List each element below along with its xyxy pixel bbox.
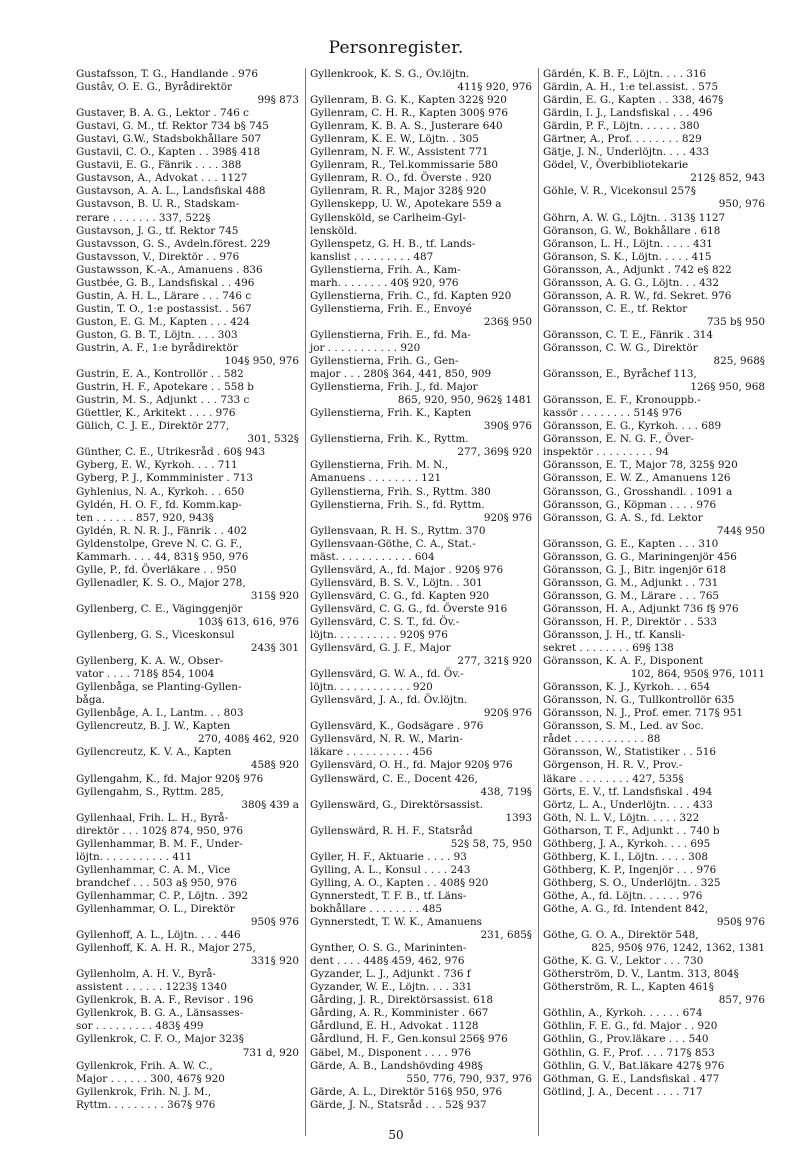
register-entry: Gyllensvärd, A., fd. Major . 920§ 976 — [310, 563, 504, 576]
register-entry: Gyllenkrok, C. F. O., Major 323§ — [76, 1033, 244, 1046]
register-entry: Gyhlenius, N. A., Kyrkoh. . . 650 — [76, 485, 245, 498]
register-entry: Gärde, A. L., Direktör 516§ 950, 976 — [310, 1085, 503, 1098]
register-entry: direktör . . . 102§ 874, 950, 976 — [76, 824, 243, 837]
register-entry: Göransson, A., Adjunkt . 742 e§ 822 — [543, 263, 732, 276]
register-entry: Görgenson, H. R. V., Prov.- — [543, 759, 683, 772]
register-column-1 — [72, 68, 305, 1136]
register-entry: Göranson, S. K., Löjtn. . . . . 415 — [543, 250, 712, 263]
register-entry: Gyllenswärd, C. E., Docent 426, — [310, 772, 478, 785]
register-entry: 231, 685§ — [480, 929, 532, 942]
register-entry: Göransson, G., Grosshandl. . 1091 a — [543, 485, 733, 498]
register-entry: Gyllenhammar, B. M. F., Under- — [76, 837, 243, 850]
register-entry: Gyllensvärd, B. S. V., Löjtn. . 301 — [310, 576, 483, 589]
register-entry: Gustâv, O. E. G., Byrådirektör — [76, 81, 232, 94]
register-entry: Göthlin, G. F., Prof. . . . 717§ 853 — [543, 1046, 715, 1059]
register-entry: Gyllenram, R. O., fd. Överste . 920 — [310, 172, 492, 185]
register-entry: Gustavson, J. G., tf. Rektor 745 — [76, 224, 239, 237]
register-entry: Gärdén, K. B. F., Löjtn. . . . 316 — [543, 68, 707, 80]
register-entry: Major . . . . . . 300, 467§ 920 — [76, 1072, 225, 1085]
register-entry: Göransson, N. G., Tullkontrollör 635 — [543, 694, 735, 707]
register-entry: Göransson, K. J., Kyrkoh. . . 654 — [543, 681, 711, 694]
register-entry: Göransson, H. A., Adjunkt 736 f§ 976 — [543, 602, 739, 615]
register-entry: Gärdin, P. F., Löjtn. . . . . . 380 — [543, 120, 700, 133]
register-entry: Gyllenram, K. E. W., Löjtn. . 305 — [310, 133, 479, 146]
register-entry: 857, 976 — [718, 994, 765, 1007]
register-entry: Gyllencreutz, K. V. A., Kapten — [76, 746, 232, 759]
register-entry: Göranson, G. W., Bokhållare . 618 — [543, 224, 721, 237]
register-entry: Gustavsson, V., Direktör . . 976 — [76, 250, 240, 263]
register-entry: Gyllenstierna, Frih. K., Ryttm. — [310, 433, 469, 446]
register-entry: Gyllenholm, A. H. V., Byrå- — [76, 968, 216, 981]
register-entry: Göranson, L. H., Löjtn. . . . . 431 — [543, 237, 713, 250]
register-entry: 103§ 613, 616, 976 — [197, 615, 299, 628]
register-entry: Göthlin, G. V., Bat.läkare 427§ 976 — [543, 1059, 725, 1072]
register-entry: Göransson, C. T. E., Fänrik . 314 — [543, 328, 714, 341]
register-entry: Gyllensvärd, J. A., fd. Öv.löjtn. — [310, 694, 468, 707]
register-entry: Götherström, D. V., Lantm. 313, 804§ — [543, 968, 739, 981]
register-entry: 1393 — [505, 811, 532, 824]
page-number: 50 — [388, 1128, 404, 1142]
register-entry: Göransson, G. M., Lärare . . . 765 — [543, 589, 720, 602]
register-entry: 438, 719§ — [480, 785, 532, 798]
register-entry: 52§ 58, 75, 950 — [450, 837, 532, 850]
register-entry: Göthberg, K. P., Ingenjör . . . 976 — [543, 863, 717, 876]
register-entry: Göransson, G. J., Bitr. ingenjör 618 — [543, 563, 727, 576]
register-entry: Göransson, C. E., tf. Rektor — [543, 302, 688, 315]
register-entry: Göransson, H. P., Direktör . . 533 — [543, 615, 717, 628]
register-entry: sor . . . . . . . . . 483§ 499 — [76, 1020, 204, 1033]
register-entry: Göransson, A. R. W., fd. Sekret. 976 — [543, 289, 732, 302]
register-entry: 380§ 439 a — [241, 798, 299, 811]
register-entry: Gyllensvaan, R. H. S., Ryttm. 370 — [310, 524, 486, 537]
register-entry: Göransson, E. G., Kyrkoh. . . . 689 — [543, 420, 722, 433]
register-entry: lensköld. — [310, 224, 358, 237]
register-entry: 331§ 920 — [250, 955, 299, 968]
register-entry: Gyllensvärd, K., Godsägare . 976 — [310, 720, 484, 733]
register-entry: 825, 950§ 976, 1242, 1362, 1381 — [591, 942, 765, 955]
register-entry: Gyllenstierna, Frih. E., fd. Ma- — [310, 328, 471, 341]
register-entry: marh. . . . . . . . 40§ 920, 976 — [310, 276, 459, 289]
register-entry: 277, 321§ 920 — [457, 655, 532, 668]
register-entry: Gyller, H. F., Aktuarie . . . . 93 — [310, 850, 467, 863]
register-entry: Göransson, E., Byråchef 113, — [543, 368, 697, 381]
register-entry: 102, 864, 950§ 976, 1011 — [630, 668, 765, 681]
register-entry: Gustin, T. O., 1:e postassist. . 567 — [76, 302, 252, 315]
register-entry: löjtn. . . . . . . . . . . . 920 — [310, 681, 433, 694]
register-entry: Gustafsson, T. G., Handlande . 976 — [76, 68, 258, 80]
register-entry: Göransson, E. F., Kronouppb.- — [543, 394, 701, 407]
register-entry: Gustavsson, G. S., Avdeln.förest. 229 — [76, 237, 271, 250]
register-entry: Gyllenkrook, K. S. G., Öv.löjtn. — [310, 68, 470, 80]
register-entry: Göransson, G. E., Kapten . . . 310 — [543, 537, 719, 550]
register-entry: Gyllenswärd, G., Direktörsassist. — [310, 798, 483, 811]
register-entry: 744§ 950 — [716, 524, 765, 537]
register-entry: Göhrn, A. W. G., Löjtn. . 313§ 1127 — [543, 211, 726, 224]
register-entry: Gynnerstedt, T. W. K., Amanuens — [310, 916, 483, 929]
register-entry: 315§ 920 — [250, 589, 299, 602]
register-entry: Göthlin, F. E. G., fd. Major . . 920 — [543, 1020, 718, 1033]
register-entry: Göthberg, K. I., Löjtn. . . . . 308 — [543, 850, 708, 863]
register-entry: Gyllensvaan-Göthe, C. A., Stat.- — [310, 537, 476, 550]
register-entry: Gyllenhammar, C. A. M., Vice — [76, 863, 231, 876]
register-entry: läkare . . . . . . . . 427, 535§ — [543, 772, 684, 785]
register-entry: 99§ 873 — [257, 94, 299, 107]
register-entry: Gyllenram, R. R., Major 328§ 920 — [310, 185, 487, 198]
register-entry: Günther, C. E., Utrikesråd . 60§ 943 — [76, 446, 266, 459]
register-entry: Guston, E. G. M., Kapten . . . 424 — [76, 315, 250, 328]
register-entry: Gyllenram, C. H. R., Kapten 300§ 976 — [310, 107, 508, 120]
register-entry: Gülich, C. J. E., Direktör 277, — [76, 420, 230, 433]
register-entry: kanslist . . . . . . . . . 487 — [310, 250, 434, 263]
register-entry: 277, 369§ 920 — [457, 446, 532, 459]
register-entry: Göthlin, A., Kyrkoh. . . . . . 674 — [543, 1007, 703, 1020]
register-entry: 731 d, 920 — [242, 1046, 299, 1059]
register-entry: Gärdin, A. H., 1:e tel.assist. . 575 — [543, 81, 719, 94]
register-entry: Gyllenstierna, Frih. J., fd. Major — [310, 381, 478, 394]
register-entry: 920§ 976 — [483, 707, 532, 720]
register-entry: Gustrin, A. F., 1:e byrådirektör — [76, 341, 238, 354]
register-entry: Gyzander, W. E., Löjtn. . . . 331 — [310, 981, 473, 994]
register-entry: Gustavi, G.W., Stadsbokhållare 507 — [76, 133, 262, 146]
register-entry: Gylling, A. L., Konsul . . . . 243 — [310, 863, 471, 876]
register-entry: Gyldén, R. N. R. J., Fänrik . . 402 — [76, 524, 248, 537]
register-entry: Gustin, A. H. L., Lärare . . . 746 c — [76, 289, 252, 302]
register-entry: Gärdin, I. J., Landsfiskal . . . 496 — [543, 107, 713, 120]
register-entry: Göransson, E. T., Major 78, 325§ 920 — [543, 459, 738, 472]
register-entry: Gyllenram, K. B. A. S., Justerare 640 — [310, 120, 503, 133]
register-entry: Gustavii, C. O., Kapten . . 398§ 418 — [76, 146, 261, 159]
register-entry: löjtn. . . . . . . . . . 920§ 976 — [310, 629, 448, 642]
register-entry: löjtn. . . . . . . . . . . 411 — [76, 850, 193, 863]
register-entry: Gynnerstedt, T. F. B., tf. Läns- — [310, 889, 467, 902]
register-columns — [72, 68, 772, 1136]
register-entry: Gyllenkrok, B. G. A., Länsasses- — [76, 1007, 244, 1020]
register-entry: Gynther, O. S. G., Marininten- — [310, 942, 467, 955]
register-entry: Göransson, E. N. G. F., Över- — [543, 433, 694, 446]
register-entry: 825, 968§ — [713, 355, 765, 368]
register-entry: Gustrin, H. F., Apotekare . . 558 b — [76, 381, 254, 394]
register-entry: Gyllensvärd, N. R. W., Marin- — [310, 733, 463, 746]
register-entry: Gödel, V., Överbibliotekarie — [543, 159, 689, 172]
register-column-2 — [305, 68, 538, 1136]
register-entry: 236§ 950 — [483, 315, 532, 328]
register-entry: Gustbée, G. B., Landsfiskal . . 496 — [76, 276, 255, 289]
register-entry: Gyllenkrok, B. A. F., Revisor . 196 — [76, 994, 254, 1007]
register-entry: Gårding, J. R., Direktörsassist. 618 — [310, 994, 494, 1007]
register-entry: Göransson, N. J., Prof. emer. 717§ 951 — [543, 707, 743, 720]
register-entry: Göransson, W., Statistiker . . 516 — [543, 746, 716, 759]
register-entry: ten . . . . . . 857, 920, 943§ — [76, 511, 214, 524]
register-entry: Gustavson, A. A. L., Landsfiskal 488 — [76, 185, 266, 198]
register-entry: Gustaver, B. A. G., Lektor . 746 c — [76, 107, 249, 120]
register-entry: Gyllenbåga, se Planting-Gyllen- — [76, 681, 242, 694]
register-entry: Gyllenbåge, A. I., Lantm. . . 803 — [76, 707, 244, 720]
register-entry: Gyllenberg, G. S., Viceskonsul — [76, 629, 235, 642]
register-entry: Gyllenstierna, Frih. G., Gen- — [310, 355, 459, 368]
register-entry: Gärde, A. B., Landshövding 498§ — [310, 1059, 483, 1072]
register-entry: 126§ 950, 968 — [690, 381, 765, 394]
register-entry: Gyllenberg, K. A. W., Obser- — [76, 655, 224, 668]
register-entry: rådet . . . . . . . . . . . 88 — [543, 733, 661, 746]
register-entry: Göransson, A. G. G., Löjtn. . . 432 — [543, 276, 720, 289]
register-entry: Gyllenstierna, Frih. E., Envoyé — [310, 302, 472, 315]
register-entry: Amanuens . . . . . . . . 121 — [310, 472, 442, 485]
register-entry: Göth, N. L. V., Löjtn. . . . . 322 — [543, 811, 700, 824]
register-entry: Götherström, R. L., Kapten 461§ — [543, 981, 714, 994]
register-entry: Gårdlund, E. H., Advokat . 1128 — [310, 1020, 479, 1033]
register-entry: Göransson, G., Köpman . . . . 976 — [543, 498, 717, 511]
register-entry: Gustavson, B. U. R., Stadskam- — [76, 198, 240, 211]
register-entry: kassör . . . . . . . . 514§ 976 — [543, 407, 682, 420]
register-entry: inspektör . . . . . . . . . 94 — [543, 446, 669, 459]
register-entry: Gäbel, M., Disponent . . . . 976 — [310, 1046, 471, 1059]
register-entry: Göthberg, J. A., Kyrkoh. . . . 695 — [543, 837, 711, 850]
register-entry: Gyldenstolpe, Greve N. C. G. F., — [76, 537, 243, 550]
register-entry: Göthman, G. E., Landsfiskal . 477 — [543, 1072, 720, 1085]
register-entry: Gyllensvärd, G. W. A., fd. Öv.- — [310, 668, 464, 681]
register-entry: sekret . . . . . . . . 69§ 138 — [543, 642, 674, 655]
register-entry: brandchef . . . 503 a§ 950, 976 — [76, 876, 237, 889]
register-entry: 243§ 301 — [250, 642, 299, 655]
register-entry: Gyllenram, B. G. K., Kapten 322§ 920 — [310, 94, 507, 107]
register-entry: Göthberg, S. O., Underlöjtn. . 325 — [543, 876, 721, 889]
register-entry: Ryttm. . . . . . . . . 367§ 976 — [76, 1098, 216, 1111]
register-entry: Gyllensköld, se Carlheim-Gyl- — [310, 211, 466, 224]
register-entry: Gustavii, E. G., Fänrik . . . . 388 — [76, 159, 242, 172]
register-entry: Gyllenstierna, Frih. M. N., — [310, 459, 449, 472]
register-entry: Gyllenswärd, R. H. F., Statsråd — [310, 824, 473, 837]
register-entry: Gyberg, P. J., Kommminister . 713 — [76, 472, 253, 485]
register-entry: Gyllenram, R., Tel.kommissarie 580 — [310, 159, 498, 172]
register-entry: Gyllengahm, S., Ryttm. 285, — [76, 785, 224, 798]
register-entry: Göransson, G. G., Mariningenjör 456 — [543, 550, 737, 563]
register-entry: Gyllenram, N. F. W., Assistent 771 — [310, 146, 489, 159]
register-entry: rerare . . . . . . . 337, 522§ — [76, 211, 211, 224]
register-entry: 301, 532§ — [247, 433, 299, 446]
register-entry: Göthe, A. G., fd. Intendent 842, — [543, 903, 709, 915]
register-entry: Gustavi, G. M., tf. Rektor 734 b§ 745 — [76, 120, 269, 133]
register-entry: Gårding, A. R., Komminister . 667 — [310, 1007, 489, 1020]
register-entry: 920§ 976 — [483, 511, 532, 524]
register-entry: Gustavson, A., Advokat . . . 1127 — [76, 172, 248, 185]
register-entry: 212§ 852, 943 — [690, 172, 765, 185]
register-entry: Gyllenstierna, Frih. S., fd. Ryttm. — [310, 498, 485, 511]
register-entry: Gätje, J. N., Underlöjtn. . . . 433 — [543, 146, 710, 159]
register-entry: Gärde, J. N., Statsråd . . . 52§ 937 — [310, 1098, 487, 1111]
register-entry: Gyllenadler, K. S. O., Major 278, — [76, 576, 246, 589]
register-entry: 390§ 976 — [483, 420, 532, 433]
register-entry: 735 b§ 950 — [706, 315, 765, 328]
register-entry: 950§ 976 — [250, 916, 299, 929]
register-entry: Göthe, G. O. A., Direktör 548, — [543, 929, 699, 942]
register-entry: Göthe, A., fd. Löjtn. . . . . . 976 — [543, 889, 703, 902]
register-entry: Göransson, J. H., tf. Kansli- — [543, 629, 685, 642]
register-entry: Gyllenspetz, G. H. B., tf. Lands- — [310, 237, 476, 250]
register-entry: mäst. . . . . . . . . . . . 604 — [310, 550, 435, 563]
register-entry: 550, 776, 790, 937, 976 — [406, 1072, 532, 1085]
register-entry: Gyllenhammar, C. P., Löjtn. . 392 — [76, 889, 249, 902]
register-entry: Göransson, G. M., Adjunkt . . 731 — [543, 576, 719, 589]
page-title: Personregister. — [328, 38, 464, 58]
register-entry: Gyllenhaal, Frih. L. H., Byrå- — [76, 811, 229, 824]
register-entry: Göhle, V. R., Vicekonsul 257§ — [543, 185, 696, 198]
register-entry: Götharson, T. F., Adjunkt . . 740 b — [543, 824, 720, 837]
register-entry: 270, 408§ 462, 920 — [197, 733, 299, 746]
register-entry: Gyllensvärd, G. J. F., Major — [310, 642, 451, 655]
register-entry: bokhållare . . . . . . . . 485 — [310, 903, 443, 915]
register-entry: Gyllenkrok, Frih. N. J. M., — [76, 1085, 212, 1098]
register-entry: Gyllenskepp, U. W., Apotekare 559 a — [310, 198, 502, 211]
register-entry: jor . . . . . . . . . . . 920 — [310, 341, 421, 354]
register-entry: Göransson, C. W. G., Direktör — [543, 341, 698, 354]
register-entry: major . . . 280§ 364, 441, 850, 909 — [310, 368, 492, 381]
register-column-3 — [538, 68, 771, 1136]
register-entry: Gyllensvärd, C. G. G., fd. Överste 916 — [310, 602, 508, 615]
register-entry: 104§ 950, 976 — [224, 355, 299, 368]
register-entry: Güettler, K., Arkitekt . . . . 976 — [76, 407, 236, 420]
register-entry: Göransson, K. A. F., Disponent — [543, 655, 704, 668]
register-entry: Gärdin, E. G., Kapten . . 338, 467§ — [543, 94, 724, 107]
register-entry: Gyllensvärd, C. S. T., fd. Öv.- — [310, 615, 460, 628]
register-entry: Gyllengahm, K., fd. Major 920§ 976 — [76, 772, 264, 785]
register-entry: 411§ 920, 976 — [457, 81, 532, 94]
register-entry: Görtz, L. A., Underlöjtn. . . . 433 — [543, 798, 713, 811]
register-entry: Gustrin, M. S., Adjunkt . . . 733 c — [76, 394, 250, 407]
register-entry: Gyllenstierna, Frih. C., fd. Kapten 920 — [310, 289, 512, 302]
register-entry: Göthe, K. G. V., Lektor . . . 730 — [543, 955, 704, 968]
register-entry: läkare . . . . . . . . . . 456 — [310, 746, 433, 759]
register-entry: Gyllensvärd, O. H., fd. Major 920§ 976 — [310, 759, 513, 772]
register-entry: Göransson, G. A. S., fd. Lektor — [543, 511, 703, 524]
register-entry: Gustrin, E. A., Kontrollör . . 582 — [76, 368, 244, 381]
register-entry: Gyllenstierna, Frih. S., Ryttm. 380 — [310, 485, 491, 498]
register-entry: Gyberg, E. W., Kyrkoh. . . . 711 — [76, 459, 238, 472]
register-entry: 865, 920, 950, 962§ 1481 — [397, 394, 532, 407]
register-entry: Göthlin, G., Prov.läkare . . . 540 — [543, 1033, 709, 1046]
register-entry: Görts, E. V., tf. Landsfiskal . 494 — [543, 785, 713, 798]
register-entry: båga. — [76, 694, 105, 707]
register-entry: Gyllenberg, C. E., Väginggenjör — [76, 602, 243, 615]
register-entry: assistent . . . . . . 1223§ 1340 — [76, 981, 228, 994]
register-entry: 458§ 920 — [250, 759, 299, 772]
register-entry: dent . . . . 448§ 459, 462, 976 — [310, 955, 465, 968]
register-entry: Göransson, E. W. Z., Amanuens 126 — [543, 472, 731, 485]
register-entry: Gyllenhammar, O. L., Direktör — [76, 903, 235, 915]
register-entry: Gyldén, H. O. F., fd. Komm.kap- — [76, 498, 242, 511]
register-entry: Gyllenhoff, A. L., Löjtn. . . . 446 — [76, 929, 241, 942]
register-entry: Kammarh. . . . 44, 831§ 950, 976 — [76, 550, 249, 563]
register-entry: Gyllenhoff, K. A. H. R., Major 275, — [76, 942, 256, 955]
register-entry: Gyllenstierna, Frih. A., Kam- — [310, 263, 461, 276]
register-entry: Gylling, A. O., Kapten . . 408§ 920 — [310, 876, 489, 889]
register-entry: Gyllensvärd, C. G., fd. Kapten 920 — [310, 589, 490, 602]
register-entry: Guston, G. B. T., Löjtn. . . . 303 — [76, 328, 238, 341]
register-entry: Göransson, S. M., Led. av Soc. — [543, 720, 704, 733]
register-entry: Gyllenstierna, Frih. K., Kapten — [310, 407, 472, 420]
register-entry: 950§ 976 — [716, 916, 765, 929]
register-entry: Gårdlund, H. F., Gen.konsul 256§ 976 — [310, 1033, 508, 1046]
register-entry: Gyllenkrok, Frih. A. W. C., — [76, 1059, 213, 1072]
register-entry: Götlind, J. A., Decent . . . . 717 — [543, 1085, 703, 1098]
register-entry: Gärtner, A., Prof. . . . . . . . 829 — [543, 133, 702, 146]
register-entry: Gustawsson, K.-A., Amanuens . 836 — [76, 263, 263, 276]
register-entry: vator . . . . 718§ 854, 1004 — [76, 668, 215, 681]
register-entry: Gyllencreutz, B. J. W., Kapten — [76, 720, 231, 733]
register-entry: 950, 976 — [718, 198, 765, 211]
register-entry: Gylle, P., fd. Överläkare . . 950 — [76, 563, 237, 576]
register-entry: Gyzander, L. J., Adjunkt . 736 f — [310, 968, 471, 981]
